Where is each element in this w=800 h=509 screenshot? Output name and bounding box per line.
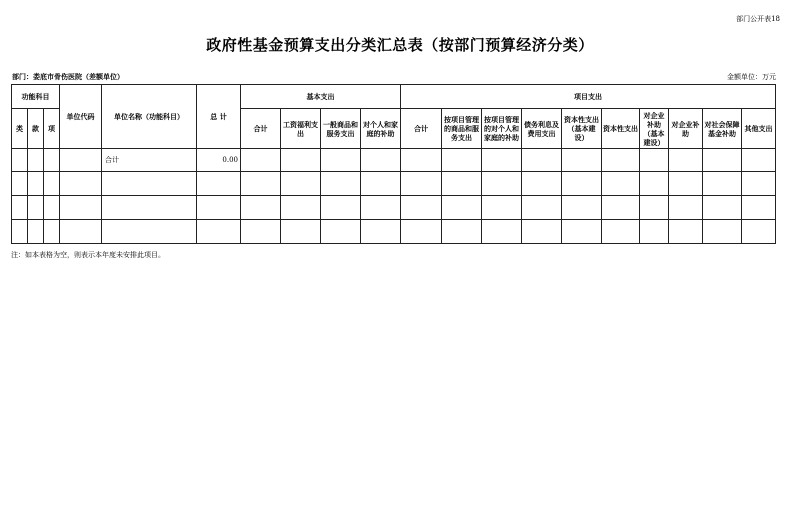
total-header: 总 计 <box>197 85 241 149</box>
column-header: 工资福利支出 <box>281 109 321 149</box>
table-row <box>12 196 776 220</box>
column-header: 按项目管理的商品和服务支出 <box>442 109 482 149</box>
expenditure-table <box>11 84 776 244</box>
function-subject-header: 功能科目 <box>12 85 60 109</box>
column-header: 其他支出 <box>742 109 776 149</box>
table-row <box>12 149 776 172</box>
form-number: 部门公开表18 <box>736 15 780 23</box>
column-header: 债务利息及费用支出 <box>522 109 562 149</box>
amount-unit-label: 金额单位：万元 <box>727 73 776 81</box>
unit-code-header: 单位代码 <box>60 85 102 149</box>
table-note: 注：如本表格为空，则表示本年度未安排此项目。 <box>11 251 165 259</box>
table-row <box>12 172 776 196</box>
page-title: 政府性基金预算支出分类汇总表（按部门预算经济分类） <box>206 36 594 54</box>
total-cell <box>197 172 241 196</box>
column-header: 类 <box>12 109 28 149</box>
total-cell: 0.00 <box>197 149 241 172</box>
total-cell <box>197 196 241 220</box>
column-header: 对企业补助（基本建设） <box>640 109 669 149</box>
column-header: 资本性支出 <box>602 109 640 149</box>
total-cell <box>197 220 241 244</box>
column-header: 款 <box>28 109 44 149</box>
unit-name-cell: 合计 <box>102 149 197 172</box>
project-expenditure-header: 项目支出 <box>401 85 776 109</box>
column-header: 一般商品和服务支出 <box>321 109 361 149</box>
unit-name-cell <box>102 220 197 244</box>
column-header: 对社会保障基金补助 <box>703 109 742 149</box>
column-header: 合计 <box>241 109 281 149</box>
column-header: 合计 <box>401 109 442 149</box>
column-header: 项 <box>44 109 60 149</box>
column-header: 按项目管理的对个人和家庭的补助 <box>482 109 522 149</box>
column-header: 资本性支出（基本建设） <box>562 109 602 149</box>
unit-name-header: 单位名称（功能科目） <box>102 85 197 149</box>
unit-name-cell <box>102 172 197 196</box>
department-label: 部门：娄底市骨伤医院（差额单位） <box>12 72 124 81</box>
column-header: 对个人和家庭的补助 <box>361 109 401 149</box>
column-header: 对企业补助 <box>669 109 703 149</box>
unit-name-cell <box>102 196 197 220</box>
basic-expenditure-header: 基本支出 <box>241 85 401 109</box>
table-row <box>12 220 776 244</box>
